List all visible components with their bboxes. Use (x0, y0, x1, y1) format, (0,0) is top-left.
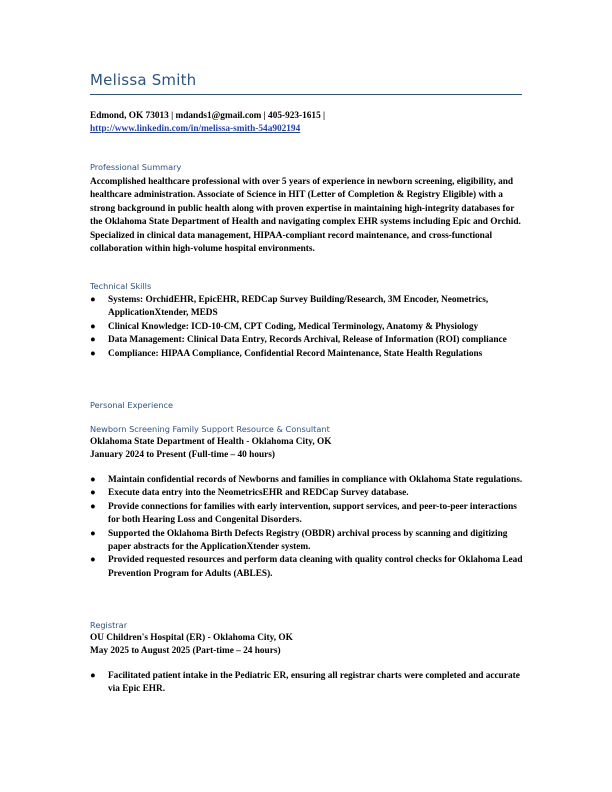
bullet-icon: ● (90, 348, 96, 359)
bullet-icon: ● (90, 528, 96, 539)
bullet-icon: ● (90, 555, 96, 566)
bullet-icon: ● (90, 671, 96, 681)
bullet-icon: ● (90, 321, 96, 332)
skills-list (90, 294, 524, 361)
list-item (90, 670, 524, 697)
list-item (90, 554, 524, 581)
bullet-icon: ● (90, 335, 96, 346)
job-title: Newborn Screening Family Support Resource & Consultant (90, 424, 330, 434)
job-title: Registrar (90, 620, 128, 630)
job-bullets (90, 670, 524, 697)
list-item (90, 487, 524, 500)
job-bullet-text: Provide connections for families with early intervention, support services, and peer-to-peer interactions for both Hearing Loss and Congenital Disorders. (108, 501, 517, 526)
job-bullets (90, 474, 524, 581)
job-bullet-text: Provided requested resources and perform data cleaning with quality control checks for Oklahoma Lead Prevention Program for Adults (ABLES). (108, 555, 523, 579)
candidate-name: Melissa Smith (90, 71, 197, 89)
bullet-icon: ● (90, 295, 96, 305)
bullet-icon: ● (90, 475, 96, 485)
list-item (90, 348, 524, 361)
bullet-icon: ● (90, 488, 96, 499)
list-item (90, 334, 524, 347)
list-item (90, 294, 524, 321)
job-bullet-text: Facilitated patient intake in the Pediatric ER, ensuring all registrar charts were completed and accurate via Epic EHR. (108, 671, 520, 695)
skill-label: Compliance: (108, 348, 159, 359)
experience-heading: Personal Experience (90, 400, 174, 410)
skill-text: ICD-10-CM, CPT Coding, Medical Terminology, Anatomy & Physiology (188, 321, 479, 332)
job-bullet-text: Maintain confidential records of Newborns and families in compliance with Oklahoma State regulations. (108, 475, 523, 485)
skill-label: Clinical Knowledge: (108, 321, 189, 332)
job-organization: Oklahoma State Department of Health - Oklahoma City, OK (90, 437, 332, 447)
skill-label: Data Management: (108, 335, 185, 346)
summary-heading: Professional Summary (90, 162, 182, 172)
job-bullet-text: Supported the Oklahoma Birth Defects Registry (OBDR) archival process by scanning and digitizing paper abstracts for the ApplicationXtender system. (108, 528, 508, 553)
job-organization: OU Children's Hospital (ER) - Oklahoma City, OK (90, 633, 293, 643)
list-item (90, 321, 524, 334)
contact-block (90, 110, 325, 136)
skill-text: OrchidEHR, EpicEHR, REDCap Survey Building/Research, 3M Encoder, Neometrics, ApplicationXtender, MEDS (108, 295, 489, 319)
name-divider (90, 94, 522, 95)
summary-text: Accomplished healthcare professional with over 5 years of experience in newborn screening, eligibility, and healthcare administration. Associate of Science in HIT (Letter of Completion & Registry Eligible) with a strong background in public health along with proven expertise in maintaining high-integrity databases for the Oklahoma State Department of Health and navigating complex EHR systems including Epic and Orchid. Specialized in clinical data management, HIPAA-compliant record maintenance, and cross-functional collaboration within high-volume hospital environments. (90, 177, 521, 255)
skill-text: Clinical Data Entry, Records Archival, Release of Information (ROI) compliance (184, 335, 507, 346)
skill-text: HIPAA Compliance, Confidential Record Maintenance, State Health Regulations (158, 348, 483, 359)
contact-line: Edmond, OK 73013 | mdands1@gmail.com | 405-923-1615 | (90, 111, 326, 121)
skills-heading: Technical Skills (90, 281, 152, 291)
bullet-icon: ● (90, 501, 96, 512)
linkedin-link[interactable]: http://www.linkedin.com/in/melissa-smith-54a902194 (90, 124, 301, 134)
job-dates: May 2025 to August 2025 (Part-time – 24 hours) (90, 646, 281, 656)
skill-label: Systems: (108, 295, 144, 305)
list-item (90, 528, 524, 555)
job-dates: January 2024 to Present (Full-time – 40 hours) (90, 450, 275, 460)
list-item (90, 474, 524, 487)
job-bullet-text: Execute data entry into the NeometricsEHR and REDCap Survey database. (108, 488, 409, 499)
list-item (90, 501, 524, 528)
